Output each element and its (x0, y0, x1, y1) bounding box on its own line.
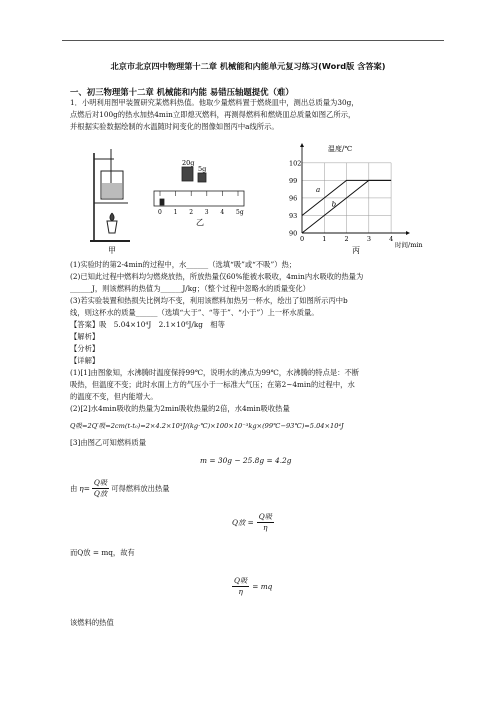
scale-tick-label: 3 (204, 209, 209, 216)
header-rule (62, 40, 444, 41)
efficiency-line (70, 478, 170, 499)
eq4-numerator: Q吸 (234, 576, 248, 585)
chart-y-tick-label: 96 (289, 194, 298, 203)
efficiency-post: 可得燃料放出热量 (111, 483, 170, 493)
eq4-denominator: η (238, 587, 243, 596)
scale-tick-label: 4 (220, 209, 225, 216)
scale-tick-label: 0 (158, 209, 162, 216)
eq3-numerator: Q吸 (258, 512, 272, 521)
fenxi-label: 【分析】 (70, 344, 100, 353)
eq3-denominator: η (263, 523, 268, 532)
question-line-3: 并根据实验数据绘制的水温随时间变化的图像如图丙中a线所示。 (70, 122, 279, 131)
weight-20g: 20g (182, 159, 195, 167)
subq-3-line-1: (3)若实验装置和热损失比例均不变，利用该燃料加热另一杯水，绘出了如图所示丙中b (70, 296, 348, 305)
efficiency-pre: 由 (70, 483, 78, 493)
analysis-label: 【解析】 (70, 332, 100, 341)
doc-title: 北京市北京四中物理第十二章 机械能和内能单元复习练习(Word版 含答案) (110, 61, 386, 71)
chart-y-tick-label: 102 (289, 159, 302, 168)
efficiency-fraction (92, 478, 109, 499)
apparatus-jia (90, 149, 130, 241)
equation-mass: m = 30g − 25.8g = 4.2g (200, 456, 292, 465)
chart-x-axis-label: 时间/min (395, 241, 423, 249)
chart-x-tick-label: 1 (322, 235, 327, 243)
subq-2-line-2: ______J，则该燃料的热值为______J/kg；（整个过程中忽略水的质量变化） (70, 284, 310, 293)
detail-line-er: 而Q放 = mq，故有 (70, 548, 135, 557)
chart-x-tick-label: 2 (344, 235, 349, 243)
detail-line-1: (1)[1]由图象知，水沸腾时温度保持99℃，说明水的沸点为99℃，水沸腾的特点是：不断 (70, 368, 360, 377)
figure-label-jia: 甲 (108, 246, 116, 255)
detail-line-b3: [3]由图乙可知燃料质量 (70, 438, 147, 447)
scale-tick-label: 2 (189, 209, 194, 216)
scale-ticks (158, 191, 244, 216)
subq-3-line-2: 线，则这杯水的质量______（选填“大于”、“等于”、“小于”）上一杯水质量。 (70, 308, 319, 317)
detail-label: 【详解】 (70, 356, 100, 365)
detail-line-3: 的温度不变，但内能增大。 (70, 392, 158, 401)
chart-y-tick-label: 99 (289, 176, 298, 185)
detail-line-last: 该燃料的热值 (70, 618, 114, 627)
figure-label-yi: 乙 (196, 218, 204, 227)
detail-line-2: 吸热，但温度不变；此时水面上方的气压小于一标准大气压；在第2~4min的过程中，水 (70, 380, 355, 389)
chart-y-arrow (300, 143, 304, 147)
chart-y-axis-label: 温度/℃ (328, 145, 353, 153)
scale-tick-label: 1 (173, 209, 178, 216)
chart-series-label-b: b (331, 200, 337, 209)
chart-x-tick-label: 3 (366, 235, 371, 243)
eq3-lhs: Q放 = (232, 517, 254, 527)
scale-tick-label: 5g (236, 209, 244, 216)
eta-denominator: Q放 (93, 489, 108, 498)
answer-line: 【答案】吸 5.04×10⁴J 2.1×10⁶J/kg 相等 (70, 320, 225, 329)
subq-2-line-1: (2)已知此过程中燃料均匀燃烧放热，所放热量仅60%能被水吸收，4min内水吸收的热量为 (70, 272, 364, 281)
eta-numerator: Q吸 (93, 478, 108, 487)
subq-1: (1)实验时的第2-4min的过程中，水______（选填“吸”或“不吸”）热； (70, 260, 297, 269)
chart-x-tick-label: 0 (300, 235, 305, 243)
chart-x-tick-label: 4 (389, 235, 394, 243)
temperature-chart (289, 143, 410, 243)
question-line-2: 点燃后对100g的热水加热4min立即熄灭燃料，再测得燃料和燃烧皿总质量如图乙所示， (70, 110, 356, 119)
eq3-fraction (257, 512, 274, 533)
detail-line-4: (2)[2]水4min吸收的热量为2min吸收热量的2倍，水4min吸收热量 (70, 404, 290, 413)
chart-x-arrow (406, 231, 410, 235)
equation-mq (232, 576, 272, 597)
weight-5g: 5g (198, 165, 207, 173)
chart-series-label-a: a (316, 186, 321, 195)
chart-y-tick-label: 93 (289, 211, 298, 220)
experiment-figure (70, 143, 430, 255)
eq4-fraction (232, 576, 249, 597)
eta-symbol: η= (79, 483, 90, 493)
chart-y-tick-label: 90 (289, 229, 298, 238)
equation-heat-absorbed: Q吸=2Q′吸=2cm(t-t₀)=2×4.2×10³J/(kg·℃)×100×10⁻³kg×(99℃−93℃)=5.04×10⁴J (70, 422, 344, 430)
eq4-rhs: = mq (252, 581, 273, 591)
figure-label-bing: 丙 (352, 246, 360, 255)
section-heading: 一、初三物理第十二章 机械能和内能 易错压轴题提优（难） (70, 87, 294, 97)
equation-heat-released (232, 512, 274, 533)
question-line-1: 1．小明利用图甲装置研究某燃料热值。他取少量燃料置于燃烧皿中，测出总质量为30g， (70, 98, 359, 107)
